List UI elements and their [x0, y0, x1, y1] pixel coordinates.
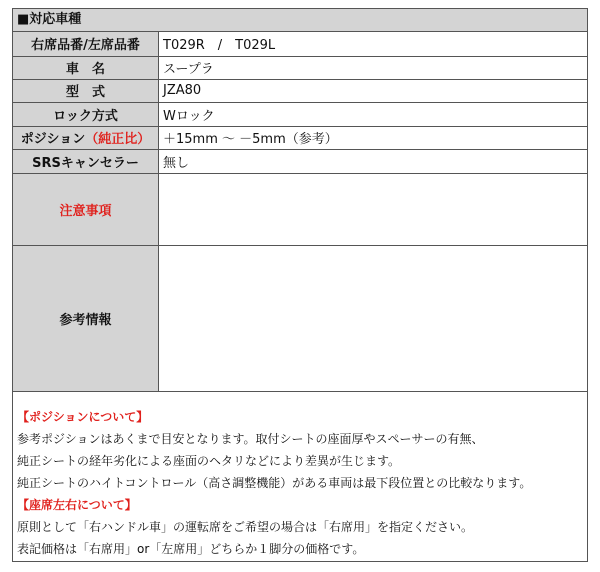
car-name-value: スープラ — [159, 56, 588, 79]
lock-type-value: Wロック — [159, 102, 588, 126]
position-label — [13, 126, 159, 149]
caution-value — [159, 173, 588, 245]
note-line: 原則として「右ハンドル車」の運転席をご希望の場合は「右席用」を指定ください。 — [17, 520, 474, 534]
lock-type-label: ロック方式 — [13, 102, 159, 126]
note-line: 純正シートのハイトコントロール（高さ調整機能）がある車両は最下段位置との比較なります。 — [17, 476, 532, 490]
table-row — [13, 126, 587, 149]
srs-canceller-label: SRSキャンセラー — [13, 149, 159, 173]
spec-table — [13, 32, 587, 392]
model-code-label: 型 式 — [13, 79, 159, 102]
position-notes-heading: 【ポジションについて】 — [17, 410, 149, 424]
reference-info-label: 参考情報 — [13, 245, 159, 391]
position-label-sub: （純正比） — [85, 132, 151, 147]
section-title: ■対応車種 — [13, 9, 587, 32]
part-number-value: T029R / T029L — [159, 32, 588, 56]
notes-section — [13, 401, 587, 560]
position-label-main: ポジション — [20, 132, 86, 147]
part-number-label: 右席品番/左席品番 — [13, 32, 159, 56]
table-row — [13, 149, 587, 173]
position-value: ＋15mm ～ －5mm（参考） — [159, 126, 588, 149]
reference-info-value — [159, 245, 588, 391]
table-row — [13, 173, 587, 245]
table-row — [13, 56, 587, 79]
caution-label: 注意事項 — [13, 173, 159, 245]
table-row — [13, 79, 587, 102]
model-code-value: JZA80 — [159, 79, 588, 102]
note-line: 参考ポジションはあくまで目安となります。取付シートの座面厚やスペーサーの有無、 — [17, 432, 484, 446]
compatibility-sheet — [12, 8, 588, 562]
table-row — [13, 32, 587, 56]
srs-canceller-value: 無し — [159, 149, 588, 173]
table-row — [13, 102, 587, 126]
note-line: 表記価格は「右席用」or「左席用」どちらか１脚分の価格です。 — [17, 542, 365, 556]
note-line: 純正シートの経年劣化による座面のヘタリなどにより差異が生じます。 — [17, 454, 401, 468]
car-name-label: 車 名 — [13, 56, 159, 79]
seat-side-notes-heading: 【座席左右について】 — [17, 498, 137, 512]
table-row — [13, 245, 587, 391]
